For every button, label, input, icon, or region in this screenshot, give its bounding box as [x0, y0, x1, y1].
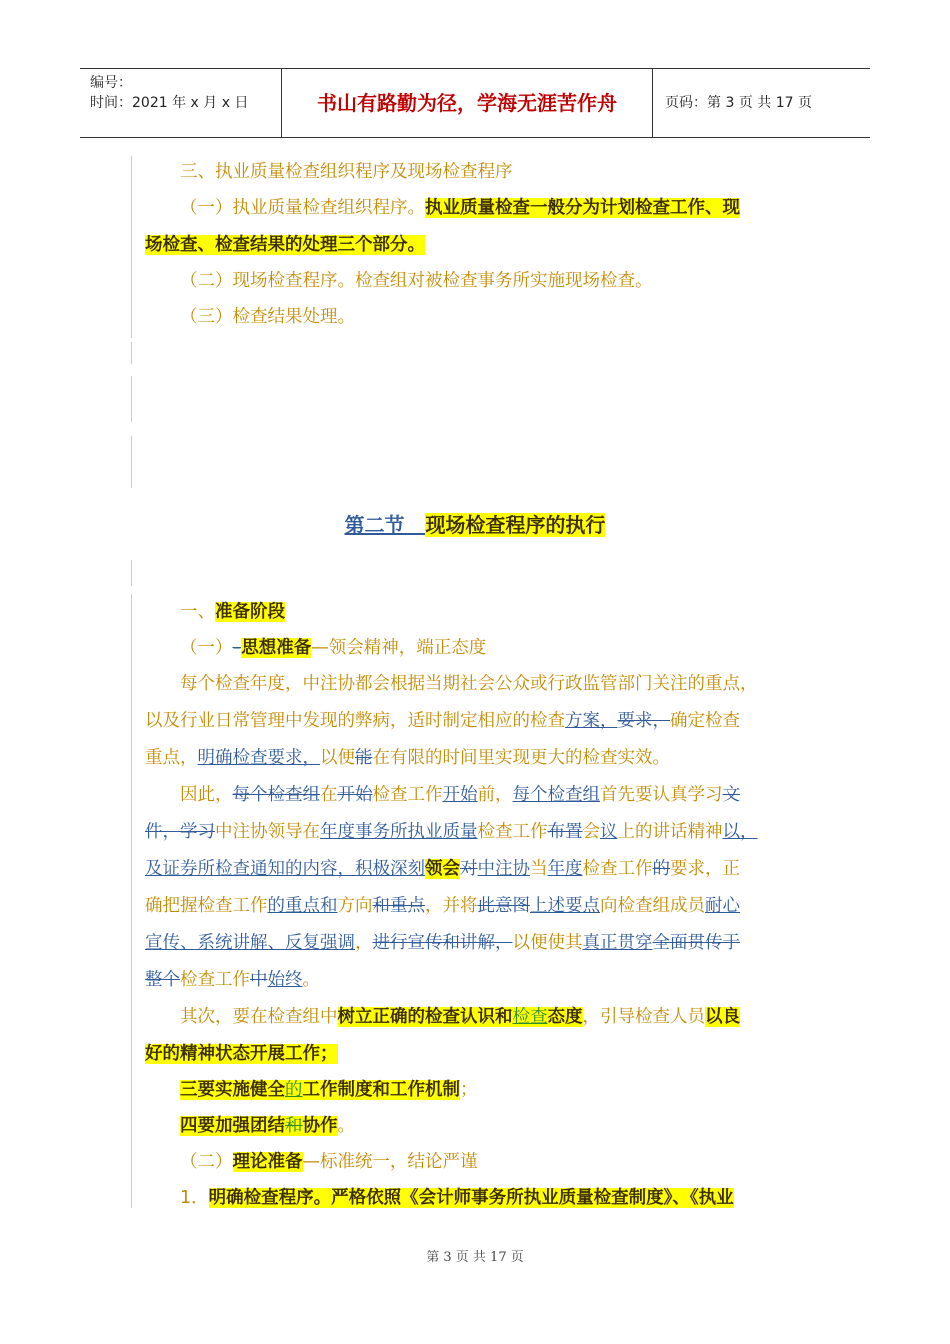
revision-bar	[131, 342, 132, 364]
deleted-text: 对	[460, 859, 478, 879]
highlight: 场检查、检查结果的处理三个部分。	[145, 235, 425, 255]
section-number: 第二节	[344, 513, 405, 537]
text: 在	[320, 785, 338, 805]
deleted-text: 此意图	[477, 896, 530, 916]
inserted-text: 及证券所检查通知的内容，积极	[145, 859, 390, 879]
inserted-text: 始终	[267, 970, 303, 990]
text: 以便使其	[512, 933, 583, 953]
deleted-text: 开始	[337, 785, 373, 805]
header-motto: 书山有路勤为径，学海无涯苦作舟	[281, 69, 653, 137]
text: —标准统一，结论严谨	[302, 1152, 478, 1172]
paragraph: （二）现场检查程序。检查组对被检查事务所实施现场检查。	[180, 271, 653, 291]
paragraph-line	[145, 1036, 805, 1073]
text: 确把握检查工作	[145, 896, 268, 916]
text: （一）执业质量检查组织程序。	[180, 198, 425, 218]
text: 方向	[337, 896, 373, 916]
paragraph: （三）检查结果处理。	[180, 307, 355, 327]
paragraph-line	[180, 1144, 840, 1181]
paragraph-line	[145, 851, 805, 888]
highlight: 协作	[302, 1116, 338, 1136]
revision-bar	[131, 560, 132, 586]
paragraph	[180, 190, 840, 227]
text: （一）	[180, 638, 233, 658]
inserted-text: 耐心	[705, 896, 740, 916]
deleted-text: 能	[355, 748, 373, 768]
text: 检查工作	[477, 822, 548, 842]
revision-bar	[131, 436, 132, 488]
text: 以及行业日常管理中发现的弊病，适时制定相应的检查	[145, 711, 565, 731]
inserted-text: 年度	[547, 859, 583, 879]
highlight: 明确检查程序。严格依照《会计师事务所执业质量检查制度》、《执业	[208, 1188, 734, 1208]
text: 检查工作	[582, 859, 653, 879]
paragraph-line	[145, 703, 805, 740]
text: 中注协领导在	[215, 822, 320, 842]
inserted-text: 检查	[512, 1007, 548, 1027]
inserted-text: 明确检查要求，	[197, 748, 320, 768]
revision-bar	[131, 594, 132, 1208]
page-footer: 第 3 页 共 17 页	[426, 1250, 524, 1265]
inserted-text: 中注协	[477, 859, 530, 879]
header-meta	[80, 69, 280, 137]
text: 当	[530, 859, 548, 879]
highlight: 态度	[547, 1007, 583, 1027]
paragraph-line	[180, 777, 840, 814]
deleted-text: 的	[652, 859, 670, 879]
paragraph-line	[180, 1180, 840, 1217]
inserted-text: 真正贯穿	[582, 933, 653, 953]
text: —领会精神，端正态度	[311, 638, 487, 658]
time-label: 时间：2021 年 x 月 x 日	[90, 95, 249, 111]
revision-bar	[131, 376, 132, 422]
text: 要求，正	[670, 859, 740, 879]
highlight: 三要实施健全	[180, 1080, 285, 1100]
highlight: 好的精神状态开展工作；	[145, 1044, 338, 1064]
page-header	[80, 68, 870, 138]
paragraph-line	[180, 1108, 840, 1145]
paragraph-line	[180, 999, 840, 1036]
text: ，并将	[425, 896, 478, 916]
deleted-text: 和	[285, 1116, 303, 1136]
paragraph-line	[145, 740, 805, 777]
text: 以便	[320, 748, 355, 768]
number-label: 编号：	[90, 75, 132, 91]
deleted-text: 全面贯传于	[652, 933, 740, 953]
highlight: 以良	[705, 1007, 740, 1027]
text: （二）	[180, 1152, 233, 1172]
revision-bar	[131, 156, 132, 338]
highlight: 领会	[425, 859, 460, 879]
highlight: 准备阶段	[215, 602, 285, 622]
deleted-text: 整个	[145, 970, 180, 990]
text: 其次，要在检查组中	[180, 1007, 338, 1027]
text: 确定检查	[670, 711, 740, 731]
inserted-text: 开始	[442, 785, 478, 805]
highlight: 四要加强团结	[180, 1116, 285, 1136]
highlight: 工作制度和工作机制	[302, 1080, 460, 1100]
text: 。	[337, 1116, 355, 1136]
deleted-text: 要求，	[617, 711, 670, 731]
text: ；	[460, 1080, 478, 1100]
paragraph-line	[145, 888, 805, 925]
text: 首先要认真学习	[600, 785, 723, 805]
paragraph	[180, 594, 840, 631]
highlight: 思想准备	[241, 638, 312, 658]
highlight: 执业质量检查一般分为计划检查工作、现	[425, 198, 740, 218]
text: ，引导检查人员	[582, 1007, 705, 1027]
text: 重点，	[145, 748, 198, 768]
deleted-text: 文	[722, 785, 740, 805]
text: 一、	[180, 602, 215, 622]
section-title: 三、执业质量检查组织程序及现场检查程序	[180, 162, 513, 182]
inserted-text: 以，	[722, 822, 758, 842]
deleted-text: 进行宣传和讲解，	[372, 933, 513, 953]
highlight: 理论准备	[232, 1152, 303, 1172]
deleted-text: 中	[250, 970, 268, 990]
text: 上的讲话精神	[617, 822, 723, 842]
deleted-text: 每个检查组	[232, 785, 320, 805]
text: 检查工作	[372, 785, 443, 805]
text: 会	[582, 822, 600, 842]
text: ，	[355, 933, 373, 953]
section-heading-title: 现场检查程序的执行	[425, 513, 606, 537]
inserted-text: 上述要点	[530, 896, 600, 916]
deleted-text: 件，学习	[145, 822, 215, 842]
text: 前，	[477, 785, 513, 805]
text: 向检查组成员	[600, 896, 705, 916]
paragraph	[145, 227, 805, 264]
inserted-text: 宣传、系统讲解、反复强调	[145, 933, 355, 953]
paragraph-line	[145, 925, 805, 962]
section-heading	[0, 508, 950, 542]
text: 在有限的时间里实现更大的检查实效。	[372, 748, 670, 768]
inserted-text: 每个检查组	[512, 785, 600, 805]
inserted-text: 方案，	[565, 711, 618, 731]
deleted-text: 布置	[547, 822, 583, 842]
inserted-text: 的	[285, 1080, 303, 1100]
inserted-text: 的重点和	[267, 896, 338, 916]
highlight: 树立正确的检查认识和	[337, 1007, 513, 1027]
text: 因此，	[180, 785, 233, 805]
header-page-label: 页码：第 3 页 共 17 页	[665, 95, 812, 111]
inserted-text: 议	[600, 822, 618, 842]
paragraph-line: 每个检查年度，中注协都会根据当期社会公众或行政监管部门关注的重点，	[180, 674, 758, 694]
paragraph-line	[145, 814, 805, 851]
paragraph-line	[145, 962, 805, 999]
paragraph	[180, 630, 840, 667]
deleted-text: –	[232, 638, 242, 658]
paragraph-line	[180, 1072, 840, 1109]
deleted-text: 和重点	[372, 896, 425, 916]
text: 1．	[180, 1188, 209, 1208]
text: 。	[302, 970, 320, 990]
text: 检查工作	[180, 970, 250, 990]
inserted-text: 年度事务所执业质量	[320, 822, 478, 842]
spacer	[405, 513, 426, 537]
inserted-text: 深刻	[390, 859, 425, 879]
